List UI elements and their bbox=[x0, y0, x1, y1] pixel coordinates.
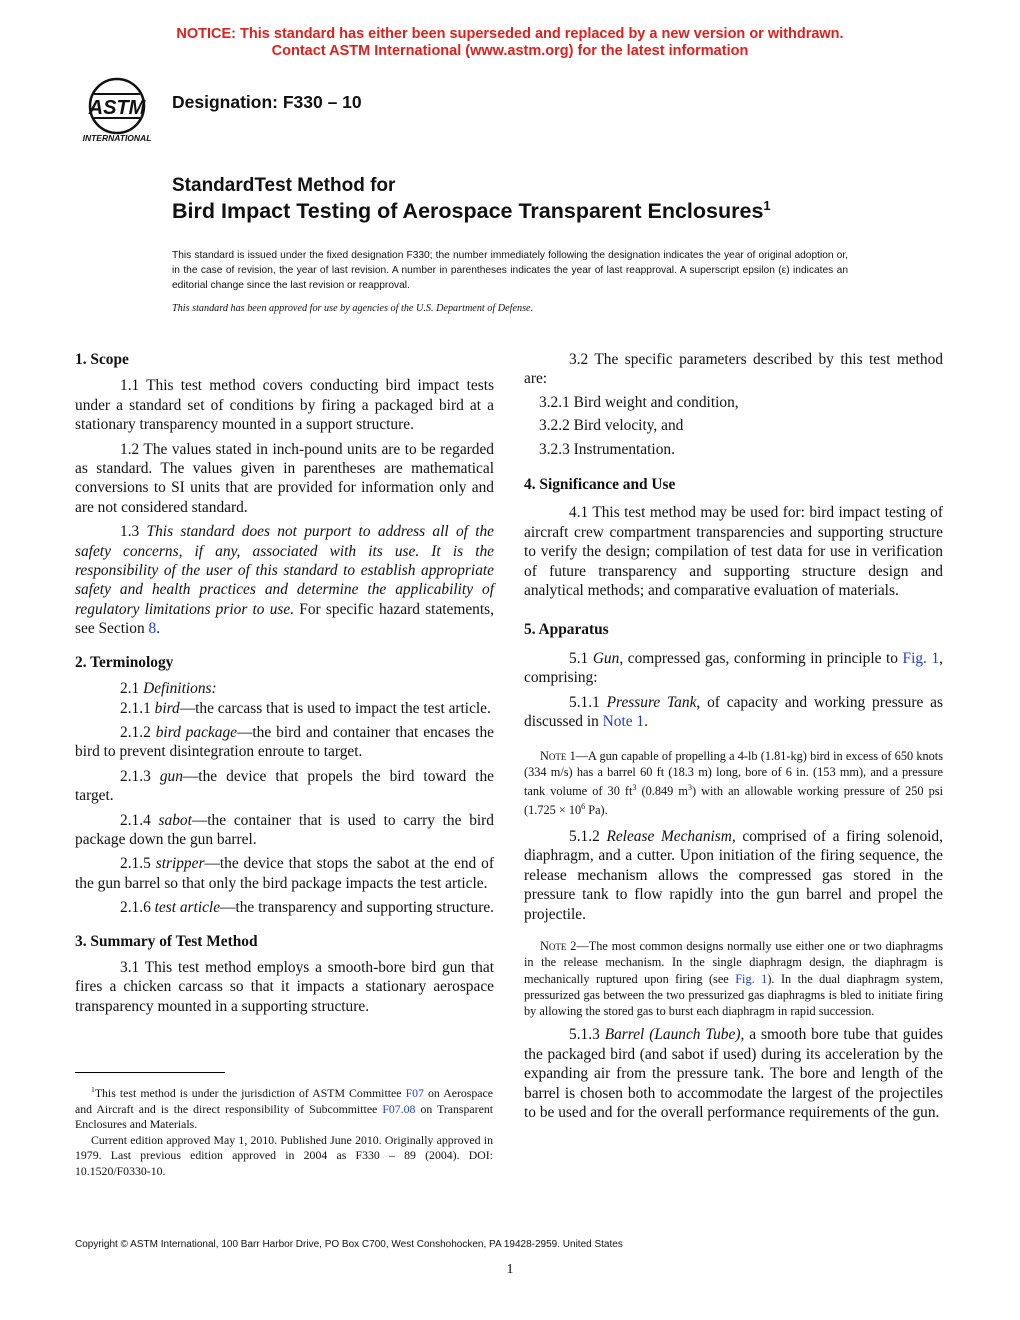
astm-logo bbox=[72, 76, 162, 144]
para-5-1-text: compressed gas, conforming in principle to bbox=[627, 649, 898, 667]
para-5-1-1 bbox=[524, 693, 943, 732]
para-5-1-term: Gun, bbox=[592, 649, 624, 667]
footnote-1 bbox=[75, 1082, 493, 1133]
para-5-1-2-num: 5.1.2 bbox=[569, 827, 600, 845]
page-number: 1 bbox=[506, 1262, 514, 1277]
para-1-3-italic: This standard does not purport to address all of the safety concerns, if any, associated with its use. It is the responsibility of the user of this standard to establish appropriate safety and health practices and determine the applicability of regulatory limitations prior to use. bbox=[75, 523, 494, 618]
para-5-1-3-term: Barrel (Launch Tube), bbox=[604, 1026, 745, 1044]
footnote-divider bbox=[75, 1072, 225, 1073]
supersede-notice bbox=[0, 26, 1020, 60]
para-5-1-1-tail: . bbox=[644, 713, 648, 731]
para-3-2-3: 3.2.3 Instrumentation. bbox=[539, 440, 675, 458]
def-stripper-term: stripper bbox=[155, 855, 205, 873]
def-bird bbox=[75, 699, 494, 718]
para-5-1-1-term: Pressure Tank, bbox=[606, 693, 701, 711]
def-gun-term: gun bbox=[159, 767, 183, 785]
def-bird-package-text: —the bird and container that encases the bird to prevent disintegration enroute to target. bbox=[75, 723, 494, 761]
def-stripper-num: 2.1.5 bbox=[120, 855, 151, 873]
para-1-1: 1.1 This test method covers conducting bird impact tests under a standard set of conditions by firing a packaged bird at a stationary transparency mounted in a support structure. bbox=[75, 377, 494, 434]
section-1-heading: 1. Scope bbox=[75, 351, 129, 368]
note-1-label: Note 1 bbox=[540, 748, 576, 763]
para-3-2-1: 3.2.1 Bird weight and condition, bbox=[539, 393, 739, 411]
def-bird-package-term: bird package bbox=[155, 723, 238, 741]
footnote-text-a: This test method is under the jurisdiction of ASTM Committee bbox=[94, 1085, 402, 1100]
note-1-sup-3: 6 bbox=[581, 802, 586, 812]
def-gun-num: 2.1.3 bbox=[120, 767, 151, 785]
note-1-text-a: —A gun capable of propelling a 4-lb (1.81-kg) bird in excess of 650 knots (334 m/s) has a barrel 60 ft (18.3 m) long, bore of 6 in. (153 mm), and a pressure tank volume of 30 ft bbox=[524, 748, 943, 799]
note-1-sup-1: 3 bbox=[632, 783, 637, 793]
footnote bbox=[75, 1082, 493, 1179]
para-1-2: 1.2 The values stated in inch-pound units are to be regarded as standard. The values given in parentheses are mathematical conversions to SI units that are provided for information only and are not considered standard. bbox=[75, 440, 494, 516]
para-5-1-3 bbox=[524, 1025, 943, 1122]
para-1-3-num: 1.3 bbox=[120, 523, 140, 541]
footnote-text-c: on Transparent Enclosures and Materials. bbox=[75, 1101, 493, 1132]
def-stripper-text: —the device that stops the sabot at the end of the gun barrel so that only the bird package impacts the test article. bbox=[75, 855, 494, 892]
notice-line-2: Contact ASTM International (www.astm.org) for the latest information bbox=[271, 43, 749, 59]
definitions-label: Definitions: bbox=[143, 680, 217, 698]
title-text: Bird Impact Testing of Aerospace Transparent Enclosures bbox=[172, 199, 764, 224]
def-test-article-text: —the transparency and supporting structure. bbox=[220, 899, 495, 917]
para-3-1: 3.1 This test method employs a smooth-bore bird gun that fires a chicken carcass so that it impacts a stationary aerospace transparency mounted in a supporting structure. bbox=[75, 958, 494, 1015]
note-2-text-a: —The most common designs normally use either one or two diaphragms in the release mechanism. In the single diaphragm design, the diaphragm is mechanically ruptured upon firing (see bbox=[524, 938, 943, 986]
para-5-1-2 bbox=[524, 827, 943, 924]
para-5-1-2-term: Release Mechanism, bbox=[606, 827, 736, 845]
def-sabot bbox=[75, 811, 494, 850]
def-test-article bbox=[75, 898, 494, 917]
para-5-1-tail: , comprising: bbox=[524, 649, 943, 687]
def-sabot-num: 2.1.4 bbox=[120, 811, 151, 829]
def-gun-text: —the device that propels the bird toward the target. bbox=[75, 767, 494, 805]
note-1-text-b: (0.849 m bbox=[636, 784, 688, 799]
copyright: Copyright © ASTM International, 100 Barr Harbor Drive, PO Box C700, West Conshohocken, PA 19428-2959. United States bbox=[75, 1239, 623, 1250]
notice-line-1: NOTICE: This standard has either been superseded and replaced by a new version or withdrawn. bbox=[176, 26, 844, 42]
para-2-1-num: 2.1 bbox=[120, 680, 140, 698]
para-2-1 bbox=[75, 679, 494, 698]
note-1-sup-2: 3 bbox=[687, 783, 692, 793]
section-8-link[interactable]: 8 bbox=[148, 620, 157, 638]
def-bird-num: 2.1.1 bbox=[120, 699, 151, 717]
footnote-edition: Current edition approved May 1, 2010. Published June 2010. Originally approved in 1979. Last previous edition approved in 2004 as F330 – 89 (2004). DOI: 10.1520/F0330-10. bbox=[75, 1132, 493, 1178]
def-test-article-num: 2.1.6 bbox=[120, 899, 151, 917]
left-column bbox=[75, 350, 494, 1021]
para-5-1 bbox=[524, 649, 943, 688]
title-footnote-ref: 1 bbox=[763, 198, 771, 213]
note-1 bbox=[524, 748, 943, 819]
def-gun bbox=[75, 767, 494, 806]
def-bird-package bbox=[75, 723, 494, 762]
section-5-heading: 5. Apparatus bbox=[524, 621, 609, 639]
subcommittee-f07-08-link[interactable]: F07.08 bbox=[382, 1101, 416, 1116]
astm-logo-icon bbox=[72, 76, 162, 144]
note-2-label: Note 2 bbox=[540, 938, 577, 953]
para-5-1-2-text: comprised of a firing solenoid, diaphragm, and a cutter. Upon initiation of the firing sequence, the release mechanism allows the compressed gas stored in the pressure tank to flow rapidly into the gun barrel and propel the projectile. bbox=[524, 827, 943, 923]
note-1-text-d: Pa). bbox=[585, 803, 608, 818]
right-column bbox=[524, 350, 943, 1127]
def-test-article-term: test article bbox=[154, 899, 221, 917]
committee-f07-link[interactable]: F07 bbox=[405, 1085, 424, 1100]
def-sabot-text: —the container that is used to carry the bird package down the gun barrel. bbox=[75, 811, 494, 848]
intro-text: This standard is issued under the fixed designation F330; the number immediately following the designation indicates the year of original adoption or, in the case of revision, the year of last revision. A number in parentheses indicates the year of last reapproval. A superscript epsilon (ε) indicates an editorial change since the last revision or reapproval. bbox=[172, 250, 848, 291]
def-bird-term: bird bbox=[154, 699, 180, 717]
section-3-heading: 3. Summary of Test Method bbox=[75, 932, 258, 950]
para-1-3: 1.3 This standard does not purport to address all of the safety concerns, if any, associated with its use. It is the responsibility of the user of this standard to establish appropriate safety and health practices and determine the applicability of regulatory limitations prior to use. For specific hazard statements, see Section 8. bbox=[75, 523, 494, 638]
def-sabot-term: sabot bbox=[158, 811, 192, 829]
para-1-3-tail: For specific hazard statements, see Section bbox=[75, 600, 494, 638]
title-line-2 bbox=[172, 198, 771, 224]
def-stripper bbox=[75, 854, 494, 893]
para-3-2: 3.2 The specific parameters described by this test method are: bbox=[524, 351, 943, 388]
para-5-1-3-num: 5.1.3 bbox=[569, 1026, 600, 1044]
astm-logo-mark: ASTM bbox=[88, 97, 146, 119]
def-bird-package-num: 2.1.2 bbox=[120, 723, 151, 741]
para-5-1-num: 5.1 bbox=[569, 649, 589, 667]
para-5-1-3-text: a smooth bore tube that guides the packaged bird (and sabot if used) during its acceleration by the expanding air from the pressure tank. The bore and length of the barrel is chosen both to accommodate the largest of the projectiles to be used and for the overall performance requirements of the gun. bbox=[524, 1026, 943, 1122]
footnote-text-b: on Aerospace and Aircraft and is the direct responsibility of Subcommittee bbox=[75, 1085, 493, 1116]
section-4-heading: 4. Significance and Use bbox=[524, 476, 676, 494]
def-bird-text: —the carcass that is used to impact the test article. bbox=[179, 699, 491, 717]
fig-1-link[interactable]: Fig. 1 bbox=[902, 649, 940, 667]
note-2-fig-1-link[interactable]: Fig. 1 bbox=[735, 971, 768, 986]
para-5-1-1-num: 5.1.1 bbox=[569, 693, 600, 711]
designation: Designation: F330 – 10 bbox=[172, 92, 362, 112]
dod-approval-note: This standard has been approved for use by agencies of the U.S. Department of Defense. bbox=[172, 303, 534, 314]
note-1-text-c: ) with an allowable working pressure of 250 psi (1.725 × 10 bbox=[524, 784, 943, 818]
note-2-text-b: ). In the dual diaphragm system, pressurized gas between the two pressurized gas diaphragms is bled to initiate firing by allowing the stored gas to burst each diaphragm in rapid succession. bbox=[524, 971, 944, 1019]
note-2 bbox=[524, 938, 943, 1019]
note-1-link[interactable]: Note 1 bbox=[602, 713, 645, 731]
para-5-1-1-text: of capacity and working pressure as discussed in bbox=[524, 693, 943, 731]
astm-logo-caption: INTERNATIONAL bbox=[82, 133, 152, 143]
footnote-mark: 1 bbox=[91, 1085, 95, 1094]
section-2-heading: 2. Terminology bbox=[75, 653, 174, 671]
para-3-2-2: 3.2.2 Bird velocity, and bbox=[539, 417, 684, 435]
para-4-1: 4.1 This test method may be used for: bird impact testing of aircraft crew compartment transparencies and supporting structure to verify the design; compilation of test data for use in verification of future transparency and supporting structure design and analytical methods; and comparative evaluation of materials. bbox=[524, 504, 943, 600]
title-line-1: StandardTest Method for bbox=[172, 175, 396, 196]
